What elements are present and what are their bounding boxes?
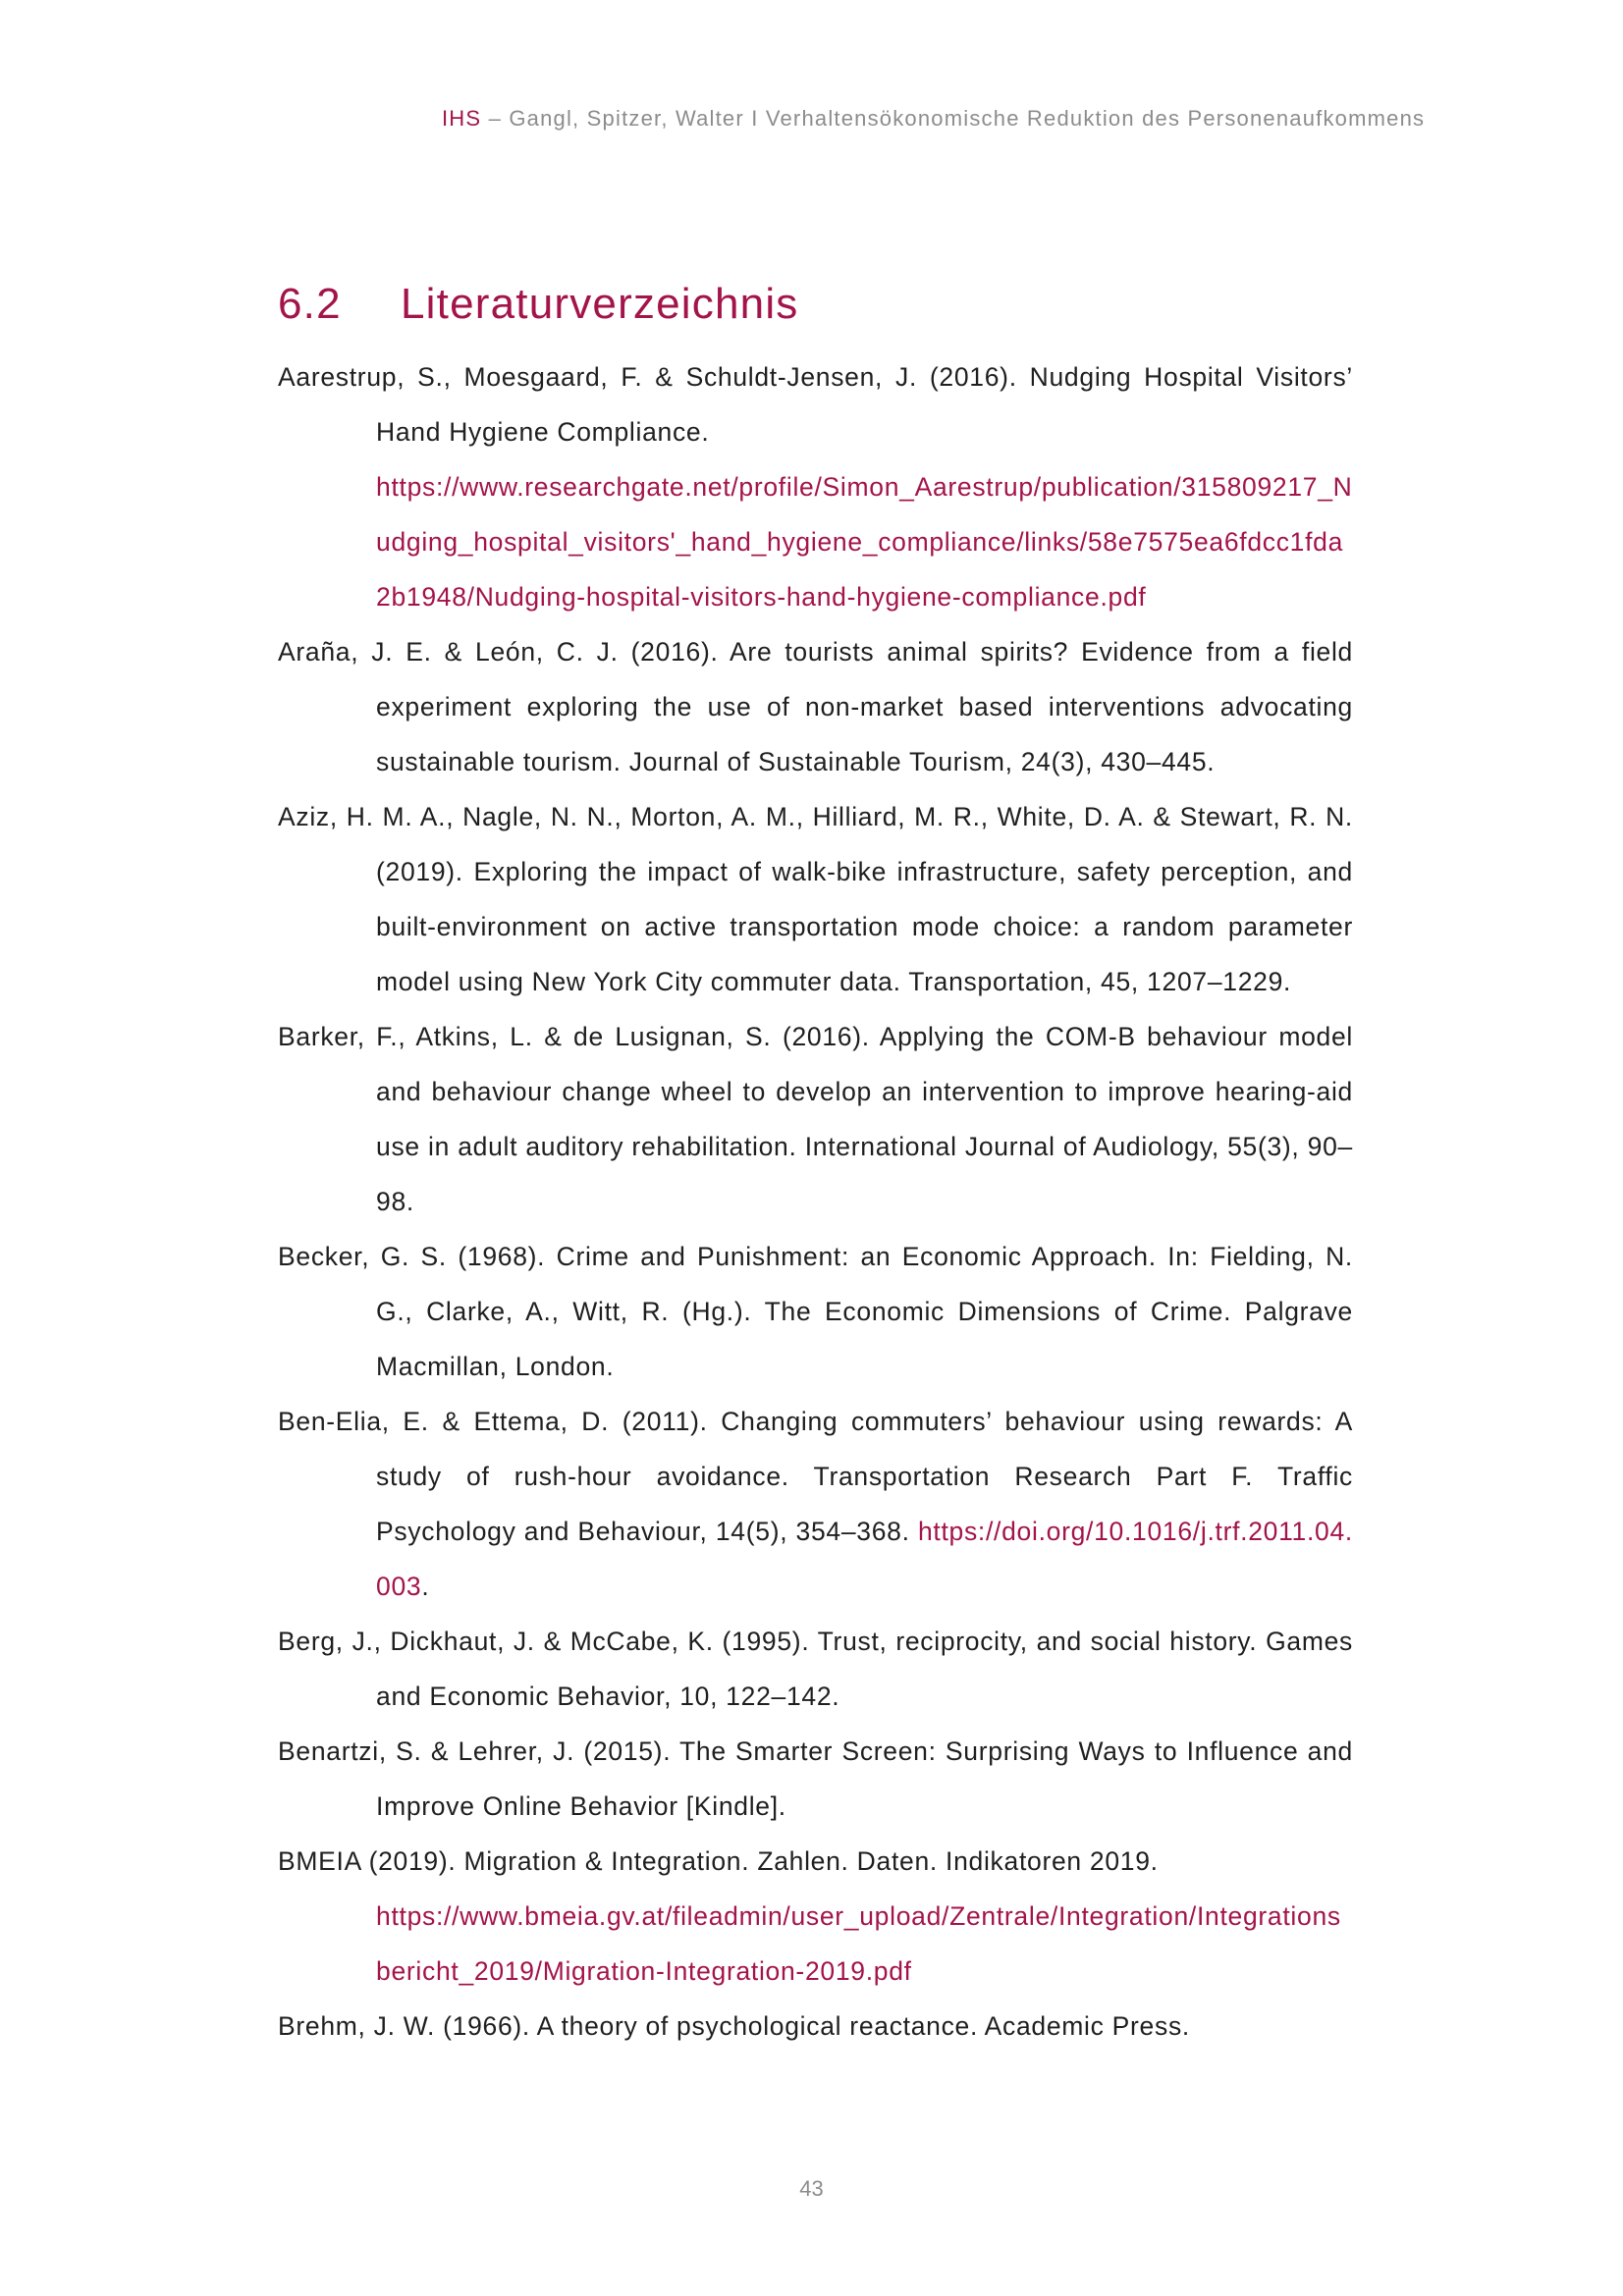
reference-suffix: . <box>421 1572 430 1601</box>
reference-doi-link[interactable]: https://doi.org/10.1016/j.trf.2011.04.003 <box>376 1517 1353 1601</box>
page-header <box>442 106 1426 132</box>
reference-text: Ben-Elia, E. & Ettema, D. (2011). Changing commuters’ behaviour using rewards: A study of rush-hour avoidance. Transportation Research Part F. Traffic Psychology and Behaviour, 14(5), 354–368. <box>278 1407 1353 1546</box>
reference-text: BMEIA (2019). Migration & Integration. Zahlen. Daten. Indikatoren 2019. <box>278 1846 1159 1876</box>
reference-becker-1968 <box>278 1229 1353 1394</box>
reference-berg-1995 <box>278 1614 1353 1724</box>
section-number: 6.2 <box>278 280 342 328</box>
reference-brehm-1966 <box>278 1999 1353 2054</box>
reference-text: Berg, J., Dickhaut, J. & McCabe, K. (1995). Trust, reciprocity, and social history. Games and Economic Behavior, 10, 122–142. <box>278 1627 1353 1711</box>
section-title: Literaturverzeichnis <box>401 280 799 328</box>
reference-text: Aarestrup, S., Moesgaard, F. & Schuldt-Jensen, J. (2016). Nudging Hospital Visitors’ Hand Hygiene Compliance. <box>278 362 1353 447</box>
reference-text: Benartzi, S. & Lehrer, J. (2015). The Smarter Screen: Surprising Ways to Influence and Improve Online Behavior [Kindle]. <box>278 1736 1353 1821</box>
section-heading <box>278 280 799 329</box>
reference-text: Becker, G. S. (1968). Crime and Punishment: an Economic Approach. In: Fielding, N. G., Clarke, A., Witt, R. (Hg.). The Economic Dimensions of Crime. Palgrave Macmillan, London. <box>278 1242 1353 1381</box>
reference-link[interactable]: https://www.bmeia.gv.at/fileadmin/user_upload/Zentrale/Integration/Integrationsbericht_2019/Migration-Integration-2019.pdf <box>376 1901 1341 1986</box>
reference-text: Brehm, J. W. (1966). A theory of psychological reactance. Academic Press. <box>278 2011 1190 2041</box>
header-text: – Gangl, Spitzer, Walter I Verhaltensökonomische Reduktion des Personenaufkommens <box>481 106 1426 131</box>
reference-text: Araña, J. E. & León, C. J. (2016). Are tourists animal spirits? Evidence from a field experiment exploring the use of non-market based interventions advocating sustainable tourism. Journal of Sustainable Tourism, 24(3), 430–445. <box>278 637 1353 776</box>
reference-ben-elia-2011 <box>278 1394 1353 1614</box>
reference-arana-2016 <box>278 624 1353 789</box>
header-org: IHS <box>442 106 482 131</box>
reference-text: Aziz, H. M. A., Nagle, N. N., Morton, A. M., Hilliard, M. R., White, D. A. & Stewart, R. N. (2019). Exploring the impact of walk-bike infrastructure, safety perception, and built-environment on active transportation mode choice: a random parameter model using New York City commuter data. Transportation, 45, 1207–1229. <box>278 802 1353 996</box>
reference-aarestrup-2016 <box>278 349 1353 624</box>
reference-bmeia-2019 <box>278 1834 1353 1999</box>
reference-benartzi-2015 <box>278 1724 1353 1834</box>
reference-list <box>278 349 1353 2054</box>
reference-barker-2016 <box>278 1009 1353 1229</box>
reference-aziz-2019 <box>278 789 1353 1009</box>
reference-text: Barker, F., Atkins, L. & de Lusignan, S. (2016). Applying the COM-B behaviour model and behaviour change wheel to develop an intervention to improve hearing-aid use in adult auditory rehabilitation. International Journal of Audiology, 55(3), 90–98. <box>278 1022 1353 1216</box>
reference-link[interactable]: https://www.researchgate.net/profile/Simon_Aarestrup/publication/315809217_Nudging_hospital_visitors'_hand_hygiene_compliance/links/58e7575ea6fdcc1fda2b1948/Nudging-hospital-visitors-hand-hygiene-compliance.pdf <box>376 472 1353 612</box>
page-number: 43 <box>799 2176 824 2201</box>
